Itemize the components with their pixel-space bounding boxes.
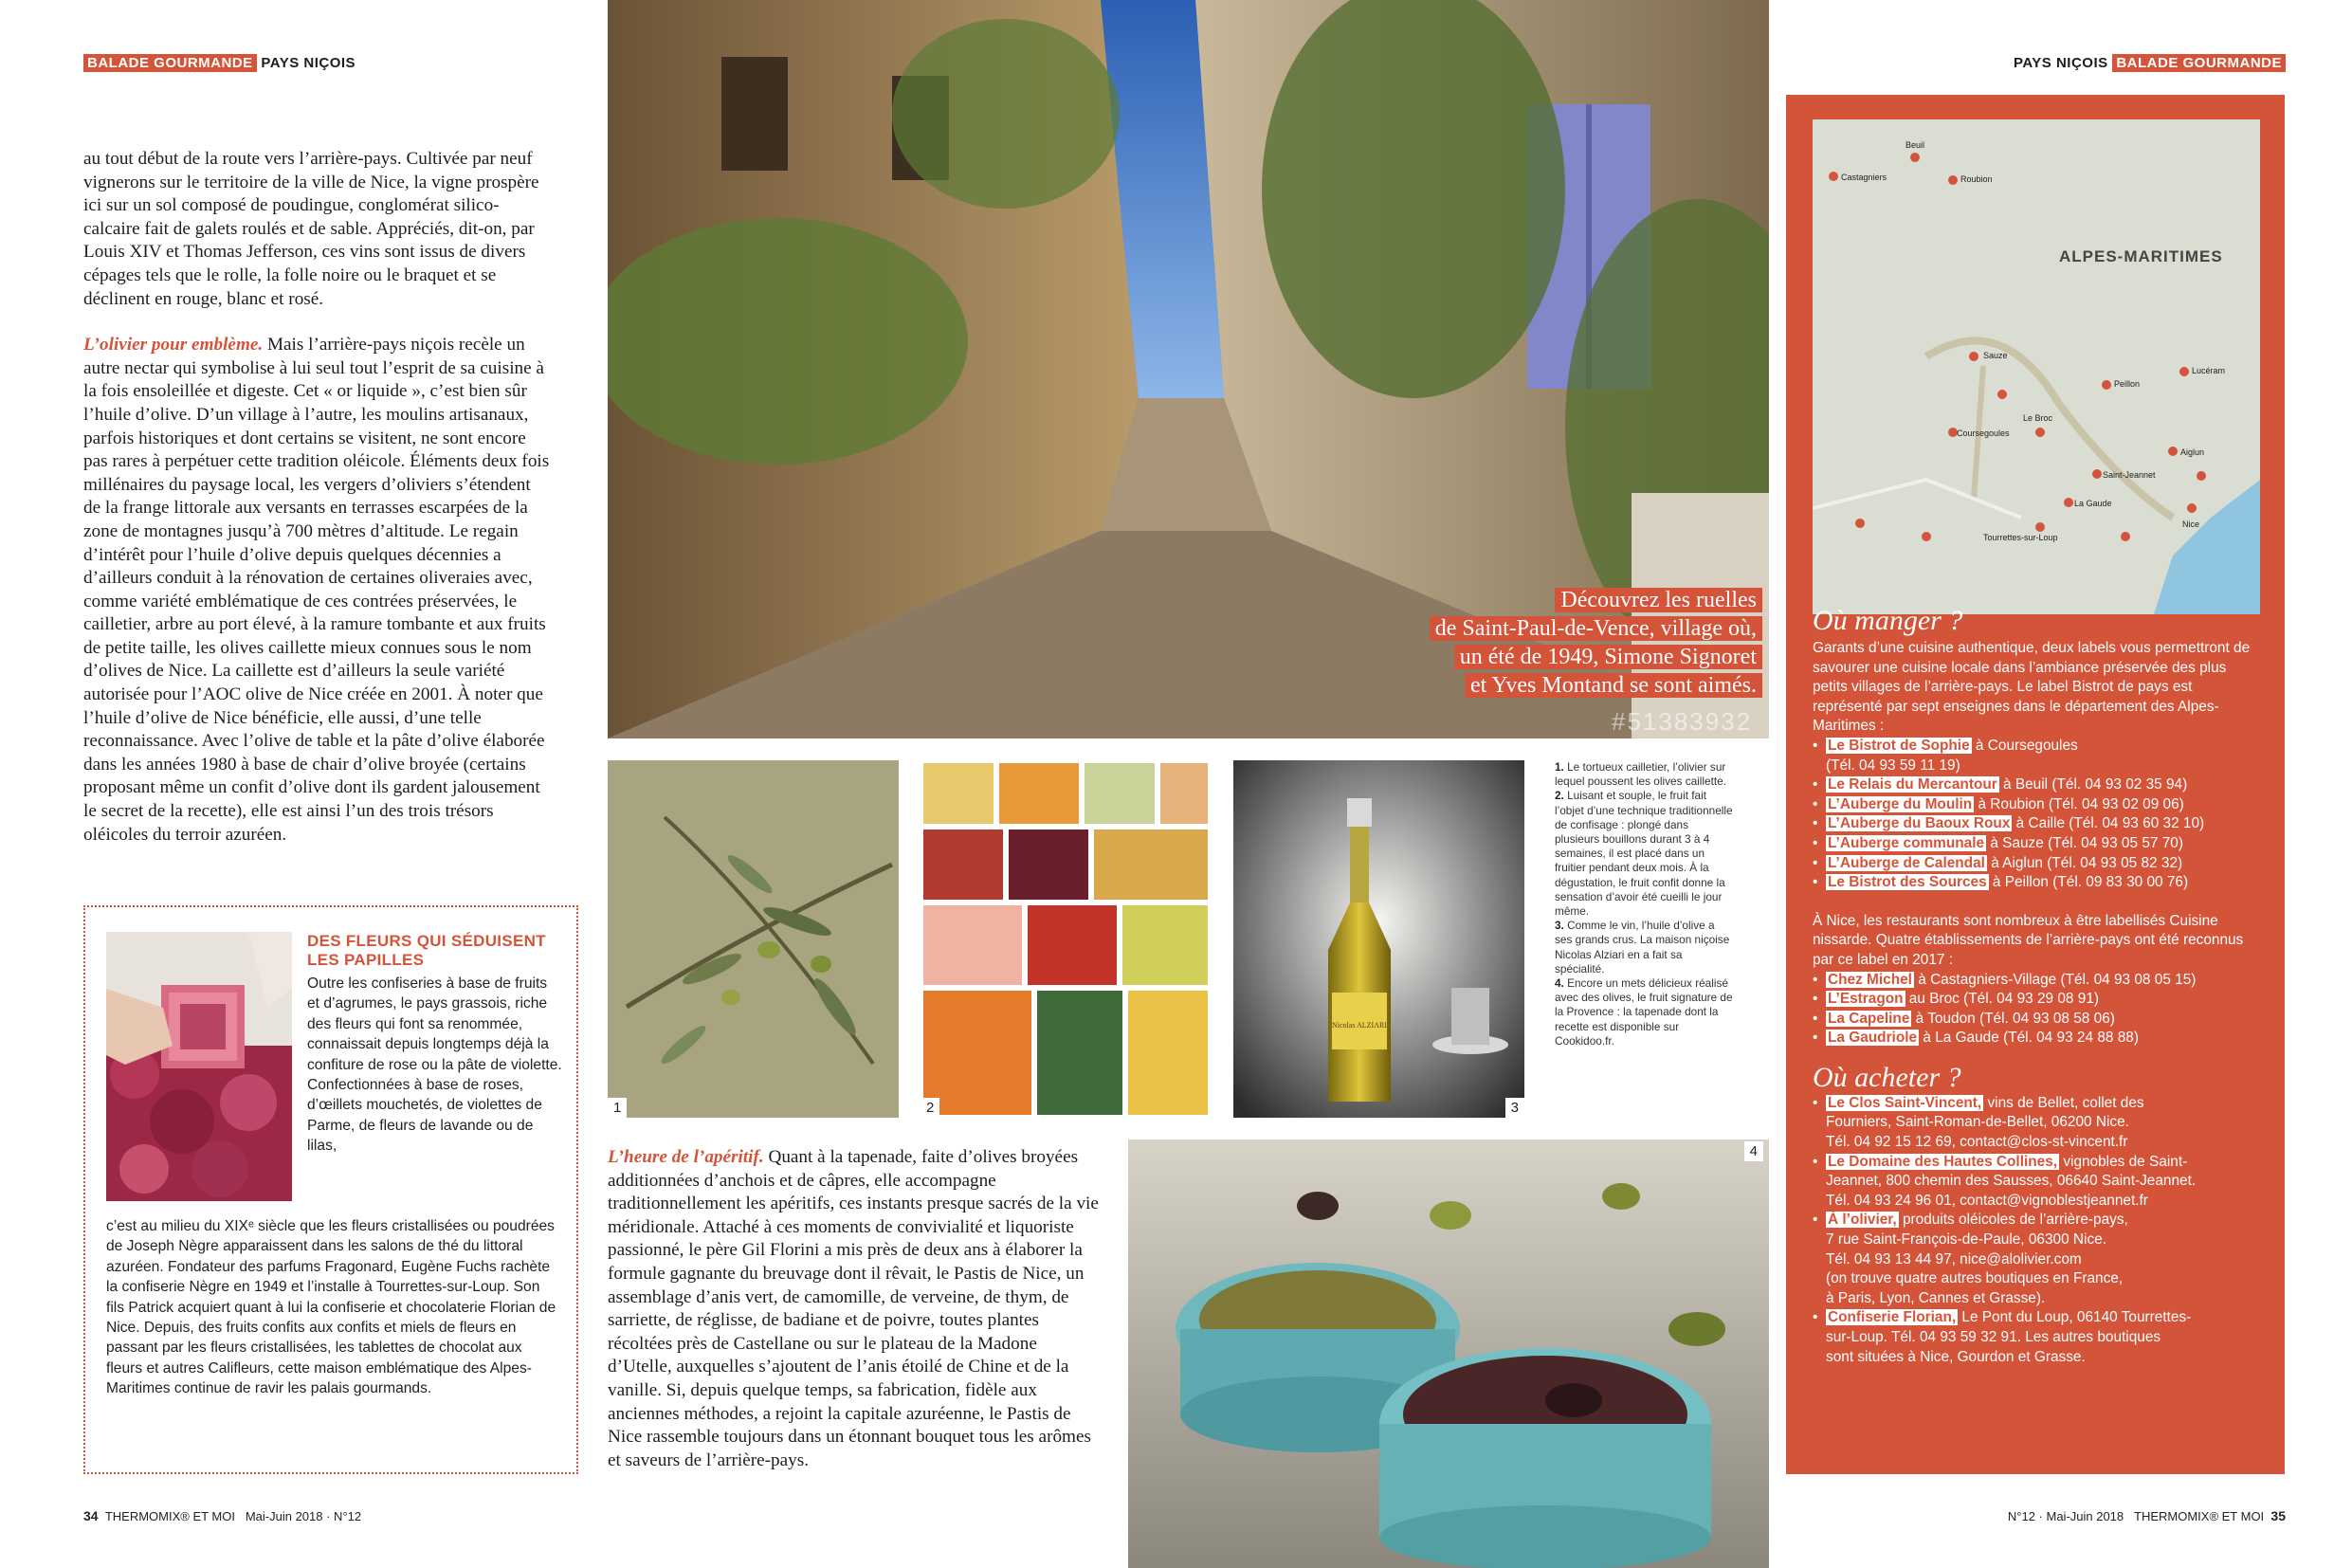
issue-info: Mai-Juin 2018 · N°12 [245,1509,362,1523]
list-item: • L’Auberge de Calendal à Aiglun (Tél. 04 93 05 82 32) [1813,854,2264,874]
map-region-label: ALPES-MARITIMES [2059,247,2223,265]
aperitif-text [608,1146,1101,1472]
info-panel [1786,95,2285,1474]
paragraph: au tout début de la route vers l’arrière-pays. Cultivée par neuf vignerons sur le territoire de la ville de Nice, la vigne prospère ici sur un sol composé de poudingue, conglomérat silico-calcaire fait de galets roulés et de sable. Appréciés, dit-on, par Louis XIV et Thomas Jefferson, ces vins sont issus de divers cépages tels que le rolle, la folle noire ou le braquet et se déclinent en rouge, blanc et rosé. [83,149,539,309]
right-footer [2008,1508,2286,1523]
list-item: • L’Auberge du Baoux Roux à Caille (Tél. 04 93 60 32 10) [1813,814,2264,834]
list-item: • À l’olivier, produits oléicoles de l’arrière-pays, 7 rue Saint-François-de-Paule, 06300 Nice. Tél. 04 93 13 44 97, nice@alolivier.com (on trouve quatre autres boutiques en France, à Paris, Lyon, Cannes et Grasse). [1813,1211,2264,1308]
list-item: • L’Estragon au Broc (Tél. 04 93 29 08 91) [1813,990,2264,1010]
map-place: Castagniers [1841,173,1887,182]
caption-line: Découvrez les ruelles [1555,588,1762,612]
fleurs-sidebar-box [83,905,578,1474]
left-column-text [83,148,550,869]
list-item: • L’Auberge du Moulin à Roubion (Tél. 04 93 02 09 06) [1813,795,2264,815]
section-title: Où acheter ? [1813,1061,1961,1093]
section-tag: BALADE GOURMANDE [2112,54,2286,72]
fleurs-text-narrow: Outre les confiseries à base de fruits et d’agrumes, le pays grassois, riche des fleurs qui font sa renommée, connaissait depuis longtemps déjà la confiture de rose ou la pâte de violette. Confectionnées à base de roses, d’œillets mouchetés, de violettes de Parme, de fleurs de lavande ou de lilas, [307,975,562,1155]
map-place: Coursegoules [1957,428,2010,438]
paragraph-lead: L’heure de l’apéritif. [608,1147,764,1167]
shop-list [1813,1094,2264,1367]
paragraph [83,334,550,847]
map-place: Beuil [1905,140,1925,150]
photo-number: 1 [608,1098,627,1118]
map-place: Aiglun [2180,447,2205,457]
map-place: Le Broc [2023,413,2053,423]
right-page-header [2014,55,2286,71]
paragraph-lead: L’olivier pour emblème. [83,335,264,356]
nice-intro: À Nice, les restaurants sont nombreux à être labellisés Cuisine nissarde. Quatre établissements de l’arrière-pays ont été reconnus par ce label en 2017 : [1813,912,2244,968]
page-number: 35 [2270,1508,2286,1523]
nissarde-list [1813,971,2264,1048]
caption-line: et Yves Montand se sont aimés. [1465,673,1762,698]
magazine-name: THERMOMIX® ET MOI [104,1509,235,1523]
map-place: Roubion [1960,174,1993,184]
list-item: • Le Relais du Mercantour à Beuil (Tél. 04 93 02 35 94) [1813,775,2264,795]
map-place: Lucéram [2192,366,2226,375]
map-place: Saint-Jeannet [2103,470,2156,480]
caption-line: un été de 1949, Simone Signoret [1454,645,1762,669]
list-item: • Le Clos Saint-Vincent, vins de Bellet, collet des Fourniers, Saint-Roman-de-Bellet, 06200 Nice. Tél. 04 92 15 12 69, contact@clos-st-vincent.fr [1813,1094,2264,1153]
list-item: • Le Bistrot de Sophie à Coursegoules (Tél. 04 93 59 11 19) [1813,737,2264,775]
olive-branch-photo [608,760,899,1118]
list-item: • La Capeline à Toudon (Tél. 04 93 08 58 06) [1813,1010,2264,1030]
map-place: Nice [2182,520,2200,529]
issue-info: N°12 · Mai-Juin 2018 [2007,1509,2124,1523]
photo-number: 3 [1505,1098,1524,1118]
paragraph [608,1146,1101,1472]
rose-petals-photo [106,932,292,1201]
caption-item: 1. Le tortueux cailletier, l’olivier sur lequel poussent les olives caillette. [1555,760,1726,789]
paragraph-text: Mais l’arrière-pays niçois recèle un autre nectar qui symbolise à lui seul tout l’esprit de sa cuisine à la fois ensoleillée et digeste. Cet « or liquide », c’est bien sûr l’huile d’olive. D’un village à l’autre, les moulins artisanaux, parfois historiques et dont certains se visitent, ne sont encore pas rares à perpétuer cette tradition oléicole. Éléments deux fois millénaires du paysage local, les vergers d’oliviers s’étendent de la frange littorale aux versants en terrasses escarpées de la zone de montagnes jusqu’à 700 mètres d’altitude. Le regain d’intérêt pour l’huile d’olive depuis quelques décennies a d’ailleurs conduit à la rénovation de certaines oliveraies avec, comme variété emblématique de ces contrées préservées, le cailletier, arbre au port élevé, à la ramure tombante et aux fruits de petite taille, les olives caillette mieux connues sous le nom d’olives de Nice. La caillette est d’ailleurs la seule variété autorisée pour l’AOC olive de Nice créée en 2001. À noter que l’huile d’olive de Nice bénéficie, elle aussi, d’une telle reconnaissance. Avec l’olive de table et la pâte d’olive élaborée dans les années 1980 à base de chair d’olive broyée (certains proposant même un confit d’olive dont ils gardent jalousement le secret de la recette), elle est ainsi l’un des trois trésors oléicoles du terroir azuréen. [83,335,550,845]
region-map [1813,119,2260,614]
map-place: Peillon [2114,379,2141,389]
where-to-eat-section [1813,605,2264,1367]
list-item: • Le Bistrot des Sources à Peillon (Tél. 09 83 30 00 76) [1813,873,2264,893]
list-item: • L’Auberge communale à Sauze (Tél. 04 93 05 57 70) [1813,834,2264,854]
section-tag: BALADE GOURMANDE [83,54,257,72]
list-item: • Le Domaine des Hautes Collines, vignobles de Saint- Jeannet, 800 chemin des Sausses, 06640 Saint-Jeannet. Tél. 04 93 24 96 01, contact@vignoblestjeannet.fr [1813,1153,2264,1212]
section-title: Où manger ? [1813,605,1963,636]
section-intro: Garants d’une cuisine authentique, deux labels vous permettront de savourer une cuisine locale dans l’ambiance préservée des plus petits villages de l’arrière-pays. Le label Bistrot de pays est représenté par sept enseignes dans le département des Alpes-Maritimes : [1813,640,2251,735]
region-label: PAYS NIÇOIS [261,55,356,71]
list-item: • La Gaudriole à La Gaude (Tél. 04 93 24 88 88) [1813,1029,2264,1048]
map-place: La Gaude [2074,499,2112,508]
magazine-name: THERMOMIX® ET MOI [2134,1509,2265,1523]
olive-oil-bottle-photo [1233,760,1524,1118]
list-item: • Chez Michel à Castagniers-Village (Tél. 04 93 08 05 15) [1813,971,2264,991]
left-page-header [83,55,356,71]
region-label: PAYS NIÇOIS [2013,55,2108,71]
fleurs-text-wide: c’est au milieu du XIXᵉ siècle que les fleurs cristallisées ou poudrées de Joseph Nègre apparaissent dans les salons de thé du littoral azuréen. Fondateur des parfums Fragonard, Eugène Fuchs rachète la confiserie Nègre en 1949 et l’installe à Tourrettes-sur-Loup. Son fils Patrick acquiert quant à lui la confiserie et chocolaterie Florian de Nice. Depuis, des fruits confits aux confits et miels de fleurs en passant par les fleurs cristallisées, les tablettes de chocolat aux fleurs et autres Califleurs, cette maison emblématique des Alpes-Maritimes continue de ravir les palais gourmands. [106,1218,556,1397]
list-item: • Confiserie Florian, Le Pont du Loup, 06140 Tourrettes- sur-Loup. Tél. 04 93 59 32 91. Les autres boutiques sont situées à Nice, Gourdon et Grasse. [1813,1308,2264,1367]
photo-captions [1555,760,1735,1048]
watermark-id: #51383932 [1612,707,1753,736]
caption-item: 4. Encore un mets délicieux réalisé avec des olives, le fruit signature de la Provence : la tapenade dont la recette est disponible sur Cookidoo.fr. [1555,976,1733,1048]
photo-number: 2 [921,1098,939,1118]
paragraph-text: Quant à la tapenade, faite d’olives broyées additionnées d’anchois et de câpres, elle accompagne traditionnellement les apéritifs, ces instants presque sacrés de la vie méridionale. Attaché à ces moments de convivialité et liquoriste passionné, le père Gil Florini a mis près de deux ans à élaborer la formule gagnante du breuvage dont il rêvait, le Pastis de Nice, un assemblage d’anis vert, de camomille, de verveine, de thym, de sarriette, de réglisse, de badiane et de poivre, toutes plantes récoltées près de Castellane ou sur le plateau de la Madone d’Utelle, auxquelles s’ajoutent de l’anis étoilé de Chine et de la vanille. Si, depuis quelque temps, sa fabrication, fidèle aux anciennes méthodes, a rejoint la capitale azuréenne, le Pastis de Nice rassemble toujours dans un étonnant bouquet tous les arômes et saveurs de l’arrière-pays. [608,1147,1099,1470]
map-place: Sauze [1983,351,2008,360]
page-number: 34 [83,1508,99,1523]
bottle-label: Nicolas ALZIARI [1332,1021,1387,1030]
map-place: Tourrettes-sur-Loup [1983,533,2058,542]
left-footer [83,1508,361,1523]
caption-item: 3. Comme le vin, l’huile d’olive a ses grands crus. La maison niçoise Nicolas Alziari en a fait sa spécialité. [1555,919,1730,975]
fleurs-title: DES FLEURS QUI SÉDUISENT LES PAPILLES [307,932,546,969]
candied-fruits-photo [921,760,1211,1118]
tapenade-photo [1128,1140,1769,1568]
photo-number: 4 [1744,1141,1763,1161]
caption-line: de Saint-Paul-de-Vence, village où, [1430,616,1762,641]
hero-caption [1231,586,1762,700]
caption-item: 2. Luisant et souple, le fruit fait l’objet d’une technique traditionnelle de confisage : plongé dans plusieurs bouillons durant 3 à 4 semaines, il est placé dans un fruitier pendant deux mois. À la dégustation, le fruit confit donne la sensation d’avoir été cueilli le jour même. [1555,789,1733,919]
bistrot-list [1813,737,2264,893]
